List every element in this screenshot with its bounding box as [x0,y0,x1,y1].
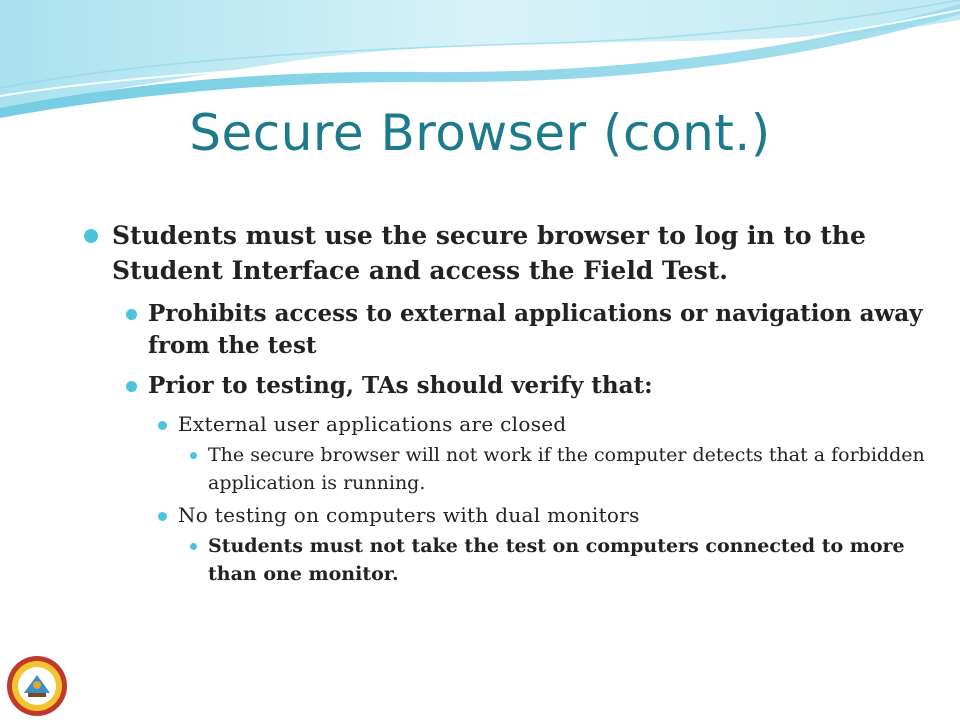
bullet-text: No testing on computers with dual monitors [178,503,640,527]
bullet-dot-icon [126,309,137,320]
bullet-level2 [78,370,948,402]
bullet-dot-icon [126,381,137,392]
bullet-level3 [78,501,948,530]
bullet-level4 [78,441,948,497]
bullet-level1 [78,218,948,288]
bullet-dot-icon [84,229,98,243]
bullet-text: The secure browser will not work if the computer detects that a forbidden application is running. [208,444,925,494]
bullet-text: External user applications are closed [178,412,567,436]
bullet-dot-icon [190,543,197,550]
bullet-level3 [78,410,948,439]
bullet-text: Prohibits access to external applications or navigation away from the test [148,300,923,359]
bullet-dot-icon [190,452,197,459]
bullet-text: Prior to testing, TAs should verify that: [148,372,653,399]
bullet-text: Students must not take the test on computers connected to more than one monitor. [208,535,905,585]
department-of-education-seal-logo [6,655,68,717]
bullet-list [78,218,948,592]
bullet-dot-icon [158,421,167,430]
bullet-level2 [78,298,948,362]
bullet-dot-icon [158,512,167,521]
bullet-level4 [78,532,948,588]
slide-title: Secure Browser (cont.) [189,104,771,162]
bullet-text: Students must use the secure browser to log in to the Student Interface and access the Field Test. [112,221,866,285]
